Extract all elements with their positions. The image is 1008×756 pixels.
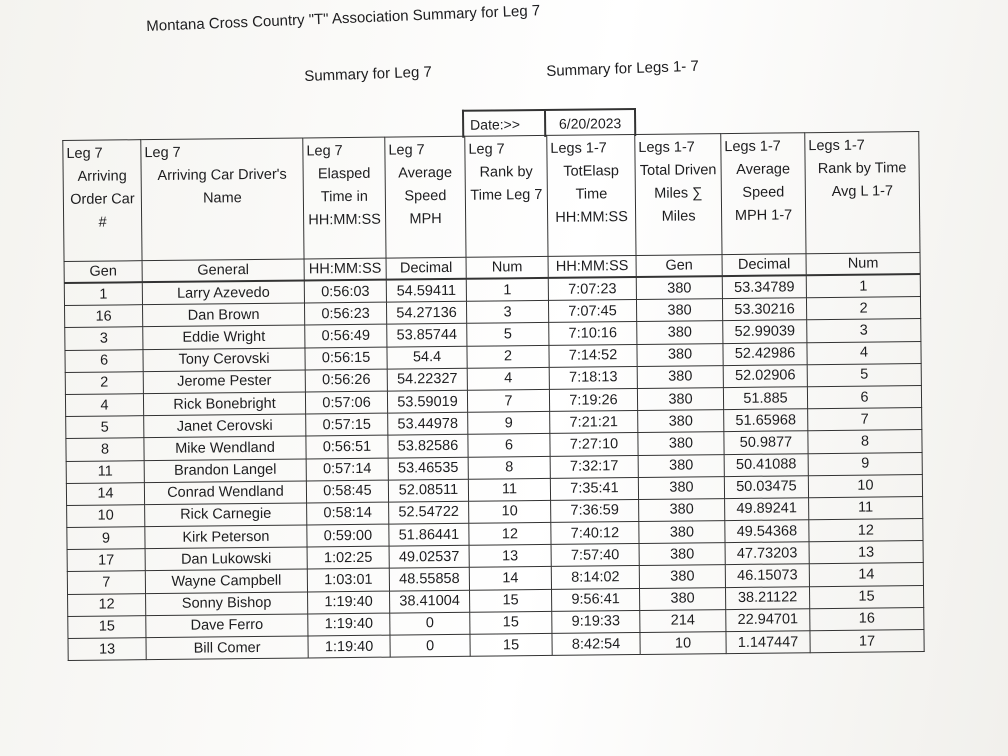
column-header-lead: Leg 7 <box>66 145 103 162</box>
table-cell: 38.41004 <box>390 590 470 613</box>
table-cell: 51.65968 <box>724 409 808 432</box>
table-cell: 54.4 <box>387 346 467 369</box>
table-cell: 46.15073 <box>725 564 809 587</box>
column-header-label: Total Driven Miles ∑ Miles <box>639 162 717 225</box>
column-header-lead: Leg 7 <box>144 144 181 162</box>
table-cell: 0:56:03 <box>304 280 386 304</box>
table-cell: 380 <box>639 543 725 566</box>
table-cell: 52.99039 <box>723 320 807 343</box>
table-cell: Dave Ferro <box>146 614 308 638</box>
table-cell: 380 <box>637 365 723 388</box>
table-cell: 10 <box>808 474 922 497</box>
table-cell: 8 <box>66 438 144 461</box>
column-header <box>303 137 386 259</box>
column-header <box>721 133 806 255</box>
table-cell: 11 <box>468 478 550 501</box>
unit-cell: Num <box>806 253 920 276</box>
table-cell: 7:18:13 <box>549 366 637 389</box>
table-cell: Rick Carnegie <box>145 503 307 527</box>
column-header-label: Rank by Time Avg L 1-7 <box>817 160 907 200</box>
column-header-label: TotElasp Time HH:MM:SS <box>555 163 628 226</box>
table-cell: 7:19:26 <box>549 388 637 411</box>
table-cell: 16 <box>810 607 924 630</box>
table-cell: 11 <box>809 496 923 519</box>
table-cell: 380 <box>638 476 724 499</box>
table-cell: 53.85744 <box>387 324 467 347</box>
table-cell: 13 <box>469 545 551 568</box>
table-cell: 1:19:40 <box>308 591 390 614</box>
table-cell: 11 <box>66 460 144 483</box>
table-cell: 50.41088 <box>724 453 808 476</box>
column-header-lead: Legs 1-7 <box>638 139 695 156</box>
column-header <box>385 136 466 258</box>
unit-cell: Num <box>466 256 548 278</box>
table-cell: 12 <box>469 522 551 545</box>
table-cell: 5 <box>467 323 549 346</box>
column-header-lead: Leg 7 <box>468 141 505 158</box>
table-cell: 17 <box>67 549 145 572</box>
table-cell: 7:21:21 <box>550 411 638 434</box>
table-cell: 1:19:40 <box>308 613 390 636</box>
results-table-wrapper <box>62 105 918 658</box>
table-cell: 54.22327 <box>387 368 467 391</box>
table-cell: Jerome Pester <box>143 370 305 394</box>
table-cell: 7 <box>467 389 549 412</box>
column-header <box>635 134 722 256</box>
table-cell: Dan Lukowski <box>145 547 307 571</box>
table-cell: 0:56:15 <box>305 347 387 370</box>
table-cell: 4 <box>807 341 921 364</box>
table-cell: 2 <box>65 371 143 394</box>
table-cell: 5 <box>807 363 921 386</box>
table-cell: 14 <box>66 482 144 505</box>
table-cell: 1:02:25 <box>307 546 389 569</box>
table-cell: 53.82586 <box>388 435 468 458</box>
header-row <box>63 132 920 262</box>
table-cell: 10 <box>67 505 145 528</box>
column-header-lead: Legs 1-7 <box>724 138 781 156</box>
table-cell: 7:14:52 <box>549 344 637 367</box>
table-cell: Brandon Langel <box>144 458 306 482</box>
date-value: 6/20/2023 <box>558 115 622 132</box>
table-cell: 380 <box>636 276 722 300</box>
table-cell: 380 <box>637 321 723 344</box>
table-cell: 1 <box>466 278 548 302</box>
table-cell: 7:36:59 <box>551 499 639 522</box>
column-header <box>805 132 920 254</box>
table-cell: 15 <box>470 633 552 656</box>
legs-summary-heading: Summary for Legs 1- 7 <box>546 57 700 80</box>
table-cell: 380 <box>638 410 724 433</box>
column-header <box>63 140 142 262</box>
table-cell: 9:19:33 <box>552 610 640 633</box>
table-cell: 7 <box>808 408 922 431</box>
table-cell: 8 <box>468 456 550 479</box>
table-cell: 9 <box>67 527 145 550</box>
table-cell: Tony Cerovski <box>143 348 305 372</box>
table-cell: Rick Bonebright <box>143 392 305 416</box>
table-cell: 1:03:01 <box>307 569 389 592</box>
table-cell: Sonny Bishop <box>146 592 308 616</box>
table-cell: 15 <box>68 615 146 638</box>
table-cell: 5 <box>66 416 144 439</box>
column-header-label: Arriving Car Driver's Name <box>157 166 287 207</box>
table-cell: 52.08511 <box>388 479 468 502</box>
unit-cell: Gen <box>636 255 722 277</box>
table-cell: 2 <box>467 345 549 368</box>
table-cell: 9 <box>808 452 922 475</box>
table-cell: Bill Comer <box>146 636 308 660</box>
table-cell: 10 <box>469 500 551 523</box>
unit-cell: Gen <box>64 261 142 283</box>
table-cell: 15 <box>470 611 552 634</box>
table-cell: 8:42:54 <box>552 632 640 655</box>
table-cell: 0:56:23 <box>304 302 386 325</box>
table-cell: 3 <box>65 327 143 350</box>
table-cell: Dan Brown <box>143 303 305 327</box>
column-header-label: Average Speed MPH <box>398 164 453 228</box>
table-cell: 7:35:41 <box>550 477 638 500</box>
table-cell: 0:58:45 <box>306 480 388 503</box>
table-cell: 3 <box>807 319 921 342</box>
unit-cell: Decimal <box>386 257 466 279</box>
document-title: Montana Cross Country "T" Association Summary for Leg 7 <box>146 2 541 35</box>
table-cell: 7:07:23 <box>548 277 636 301</box>
table-cell: 53.44978 <box>388 412 468 435</box>
table-cell: 7:40:12 <box>551 522 639 545</box>
table-cell: 7:10:16 <box>549 322 637 345</box>
unit-cell: General <box>142 259 304 282</box>
table-cell: 49.89241 <box>725 498 809 521</box>
table-cell: 4 <box>467 367 549 390</box>
column-header-label: Rank by Time Leg 7 <box>470 164 543 204</box>
table-cell: 214 <box>640 609 726 632</box>
table-cell: 4 <box>65 394 143 417</box>
table-cell: 54.27136 <box>386 301 466 324</box>
table-cell: 49.02537 <box>389 546 469 569</box>
unit-cell: HH:MM:SS <box>304 258 386 280</box>
table-cell: 15 <box>470 589 552 612</box>
table-cell: Janet Cerovski <box>144 414 306 438</box>
table-cell: 6 <box>65 349 143 372</box>
table-cell: 49.54368 <box>725 520 809 543</box>
table-cell: 7:07:45 <box>548 300 636 323</box>
table-cell: 380 <box>639 498 725 521</box>
table-cell: 1:19:40 <box>308 635 390 658</box>
table-cell: 14 <box>809 563 923 586</box>
table-cell: 8:14:02 <box>551 566 639 589</box>
unit-cell: Decimal <box>722 254 806 276</box>
table-cell: 7:57:40 <box>551 544 639 567</box>
table-cell: 380 <box>637 343 723 366</box>
table-cell: 53.46535 <box>388 457 468 480</box>
table-cell: 2 <box>806 297 920 320</box>
column-header-lead: Legs 1-7 <box>550 140 607 157</box>
column-header <box>465 135 548 257</box>
table-cell: 17 <box>810 630 924 653</box>
leg-summary-heading: Summary for Leg 7 <box>304 63 433 85</box>
date-label: Date:>> <box>464 111 546 138</box>
table-cell: 1 <box>806 274 920 298</box>
table-cell: 7:32:17 <box>550 455 638 478</box>
column-header-label: Arriving Order Car # <box>70 168 135 231</box>
table-cell: 380 <box>638 454 724 477</box>
table-cell: 48.55858 <box>389 568 469 591</box>
table-cell: 52.54722 <box>389 501 469 524</box>
table-cell: 9:56:41 <box>552 588 640 611</box>
column-header-label: Elasped Time in HH:MM:SS <box>308 165 381 229</box>
table-cell: 52.42986 <box>723 342 807 365</box>
table-cell: 0:57:06 <box>305 391 387 414</box>
table-cell: 0:56:51 <box>306 435 388 458</box>
table-cell: 51.86441 <box>389 523 469 546</box>
column-header-lead: Leg 7 <box>388 142 425 159</box>
unit-cell: HH:MM:SS <box>548 255 636 277</box>
table-cell: 0:57:15 <box>306 413 388 436</box>
table-cell: Larry Azevedo <box>142 280 304 304</box>
table-cell: 380 <box>639 565 725 588</box>
table-cell: 0:56:49 <box>305 324 387 347</box>
table-cell: 52.02906 <box>723 364 807 387</box>
column-header <box>547 135 636 257</box>
table-cell: 1 <box>64 282 142 306</box>
table-cell: 7 <box>67 571 145 594</box>
table-cell: 53.59019 <box>387 390 467 413</box>
table-cell: 15 <box>809 585 923 608</box>
table-cell: 38.21122 <box>725 586 809 609</box>
table-cell: 6 <box>468 434 550 457</box>
column-header-lead: Leg 7 <box>306 143 343 160</box>
table-cell: 22.94701 <box>726 609 810 632</box>
table-cell: 53.30216 <box>722 298 806 321</box>
column-header-lead: Legs 1-7 <box>808 137 865 155</box>
table-cell: 6 <box>807 385 921 408</box>
table-cell: 10 <box>640 632 726 655</box>
table-cell: 380 <box>636 299 722 322</box>
table-cell: 0:59:00 <box>307 524 389 547</box>
table-cell: Eddie Wright <box>143 325 305 349</box>
table-cell: 51.885 <box>723 387 807 410</box>
table-cell: 8 <box>808 430 922 453</box>
table-cell: 47.73203 <box>725 542 809 565</box>
table-cell: Conrad Wendland <box>144 481 306 505</box>
table-cell: 53.34789 <box>722 275 806 299</box>
table-cell: 9 <box>468 412 550 435</box>
table-cell: 50.03475 <box>724 475 808 498</box>
results-table <box>62 131 924 661</box>
table-cell: 0:58:14 <box>307 502 389 525</box>
table-cell: 50.9877 <box>724 431 808 454</box>
table-cell: 16 <box>65 305 143 328</box>
table-cell: Mike Wendland <box>144 436 306 460</box>
table-cell: 380 <box>639 587 725 610</box>
table-cell: 12 <box>809 519 923 542</box>
column-header-label: Average Speed MPH 1-7 <box>734 161 793 224</box>
table-cell: 1.147447 <box>726 631 810 654</box>
table-cell: 54.59411 <box>386 279 466 303</box>
table-cell: 380 <box>639 521 725 544</box>
table-cell: Wayne Campbell <box>145 569 307 593</box>
table-cell: 13 <box>809 541 923 564</box>
table-cell: 380 <box>638 432 724 455</box>
table-cell: 7:27:10 <box>550 433 638 456</box>
table-cell: 0:56:26 <box>305 369 387 392</box>
table-cell: 0 <box>390 634 470 657</box>
table-cell: 0:57:14 <box>306 458 388 481</box>
table-cell: 380 <box>637 388 723 411</box>
table-body <box>64 253 924 661</box>
table-cell: 12 <box>68 593 146 616</box>
table-cell: 13 <box>68 638 146 661</box>
column-header <box>141 138 304 261</box>
table-cell: 0 <box>390 612 470 635</box>
table-cell: Kirk Peterson <box>145 525 307 549</box>
table-cell: 14 <box>469 567 551 590</box>
table-cell: 3 <box>466 301 548 324</box>
